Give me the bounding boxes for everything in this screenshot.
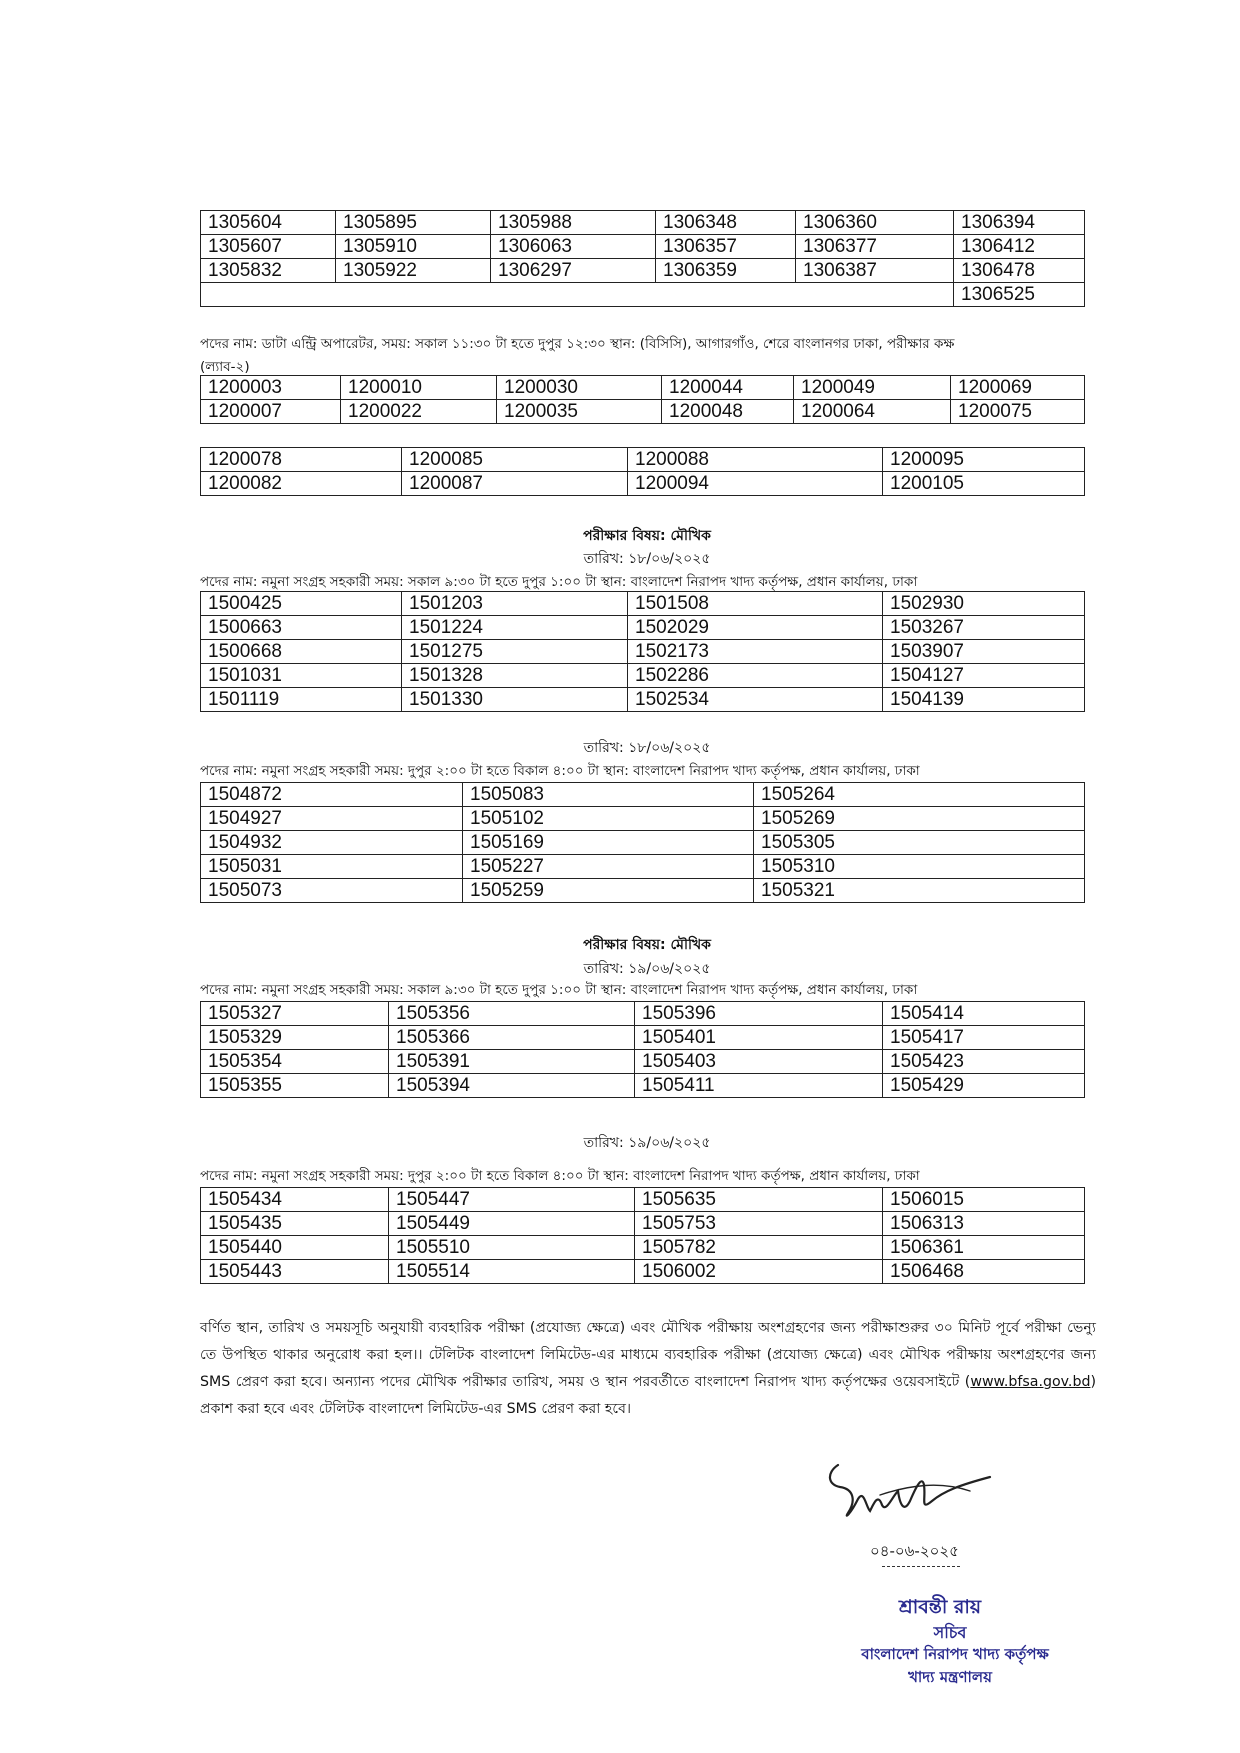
roll-number-cell: 1505447 bbox=[389, 1188, 635, 1212]
roll-number-cell: 1505510 bbox=[389, 1236, 635, 1260]
roll-number-cell: 1200069 bbox=[951, 376, 1085, 400]
roll-number-cell: 1306357 bbox=[656, 235, 796, 259]
table-row bbox=[201, 1002, 1085, 1026]
table-row bbox=[201, 448, 1085, 472]
roll-number-cell: 1306360 bbox=[796, 211, 954, 235]
table-row bbox=[201, 400, 1085, 424]
post-info-morning: পদের নাম: নমুনা সংগ্রহ সহকারী সময়: সকাল ৯:৩০ টা হতে দুপুর ১:০০ টা স্থান: বাংলাদেশ নিরাপদ খাদ্য কর্তৃপক্ষ, প্রধান কার্যালয়, ঢাকা bbox=[200, 982, 918, 998]
roll-table-6 bbox=[200, 1001, 1085, 1098]
roll-number-cell: 1506015 bbox=[883, 1188, 1085, 1212]
roll-table-5 bbox=[200, 782, 1085, 903]
roll-number-cell: 1305895 bbox=[336, 211, 491, 235]
roll-number-cell: 1501031 bbox=[201, 664, 402, 688]
roll-number-cell: 1501224 bbox=[402, 616, 628, 640]
roll-number-cell: 1501203 bbox=[402, 592, 628, 616]
roll-number-cell: 1505102 bbox=[463, 807, 754, 831]
roll-number-cell: 1505394 bbox=[389, 1074, 635, 1098]
roll-number-cell: 1306348 bbox=[656, 211, 796, 235]
roll-number-cell: 1505435 bbox=[201, 1212, 389, 1236]
roll-number-cell: 1506468 bbox=[883, 1260, 1085, 1284]
roll-number-cell: 1200030 bbox=[497, 376, 662, 400]
roll-number-cell: 1505169 bbox=[463, 831, 754, 855]
signatory-ministry: খাদ্য মন্ত্রণালয় bbox=[908, 1668, 992, 1686]
roll-number-cell: 1505434 bbox=[201, 1188, 389, 1212]
roll-number-cell: 1505259 bbox=[463, 879, 754, 903]
roll-number-cell: 1200048 bbox=[662, 400, 794, 424]
table-row bbox=[201, 259, 1085, 283]
roll-table-1 bbox=[200, 210, 1085, 307]
roll-number-cell: 1505396 bbox=[635, 1002, 883, 1026]
signatory-name: শ্রাবন্তী রায় bbox=[898, 1596, 982, 1618]
roll-number-cell: 1506002 bbox=[635, 1260, 883, 1284]
roll-table-3 bbox=[200, 447, 1085, 496]
roll-number-cell: 1505227 bbox=[463, 855, 754, 879]
roll-number-cell: 1502286 bbox=[628, 664, 883, 688]
roll-number-cell: 1505321 bbox=[754, 879, 1085, 903]
notice-paragraph: বর্ণিত স্থান, তারিখ ও সময়সূচি অনুযায়ী ব্যবহারিক পরীক্ষা (প্রযোজ্য ক্ষেত্রে) এবং মৌখিক পরীক্ষায় অংশগ্রহণের জন্য পরীক্ষাশুরুর ৩০ মিনিট পূর্বে পরীক্ষা ভেন্যু তে উপস্থিত থাকার অনুরোধ করা হল।। টেলিটক বাংলাদেশ লিমিটেড-এর মাধ্যমে ব্যবহারিক পরীক্ষা (প্রযোজ্য ক্ষেত্রে) এবং মৌখিক পরীক্ষায় অংশগ্রহণের জন্য SMS প্রেরণ করা হবে। অন্যান্য পদের মৌখিক পরীক্ষার তারিখ, সময় ও স্থান পরবর্তীতে বাংলাদেশ নিরাপদ খাদ্য কর্তৃপক্ষের ওয়েবসাইটে (www.bfsa.gov.bd) প্রকাশ করা হবে এবং টেলিটক বাংলাদেশ লিমিটেড-এর SMS প্রেরণ করা হবে। bbox=[200, 1320, 1097, 1417]
table-row bbox=[201, 879, 1085, 903]
signatory-designation: সচিব bbox=[933, 1623, 967, 1642]
table-row bbox=[201, 592, 1085, 616]
roll-number-cell: 1200064 bbox=[794, 400, 951, 424]
roll-number-cell: 1500668 bbox=[201, 640, 402, 664]
roll-number-cell: 1305604 bbox=[201, 211, 336, 235]
post-info-afternoon: পদের নাম: নমুনা সংগ্রহ সহকারী সময়: দুপুর ২:০০ টা হতে বিকাল ৪:০০ টা স্থান: বাংলাদেশ নিরাপদ খাদ্য কর্তৃপক্ষ, প্রধান কার্যালয়, ঢাকা bbox=[200, 763, 920, 779]
roll-number-cell: 1505782 bbox=[635, 1236, 883, 1260]
roll-number-cell: 1506313 bbox=[883, 1212, 1085, 1236]
roll-number-cell: 1505310 bbox=[754, 855, 1085, 879]
roll-number-cell: 1200105 bbox=[883, 472, 1085, 496]
roll-number-cell: 1200095 bbox=[883, 448, 1085, 472]
roll-number-cell: 1505031 bbox=[201, 855, 463, 879]
table-row bbox=[201, 1074, 1085, 1098]
roll-number-cell: 1200010 bbox=[341, 376, 497, 400]
table-row bbox=[201, 640, 1085, 664]
roll-number-cell: 1505440 bbox=[201, 1236, 389, 1260]
roll-number-cell: 1200003 bbox=[201, 376, 341, 400]
roll-number-cell: 1306377 bbox=[796, 235, 954, 259]
roll-number-cell: 1500425 bbox=[201, 592, 402, 616]
table-row bbox=[201, 783, 1085, 807]
roll-number-cell: 1502029 bbox=[628, 616, 883, 640]
roll-number-cell: 1200007 bbox=[201, 400, 341, 424]
exam-date: তারিখ: ১৮/০৬/২০২৫ bbox=[583, 740, 711, 756]
roll-number-cell: 1505366 bbox=[389, 1026, 635, 1050]
roll-number-cell: 1505391 bbox=[389, 1050, 635, 1074]
table-row bbox=[201, 1236, 1085, 1260]
exam-date: তারিখ: ১৯/০৬/২০২৫ bbox=[583, 961, 711, 977]
roll-number-cell: 1503907 bbox=[883, 640, 1085, 664]
table-row bbox=[201, 235, 1085, 259]
table-row bbox=[201, 616, 1085, 640]
roll-number-cell: 1306387 bbox=[796, 259, 954, 283]
roll-number-cell: 1504139 bbox=[883, 688, 1085, 712]
signature-date: ০৪-০৬-২০২৫ bbox=[870, 1542, 959, 1560]
roll-number-cell: 1305922 bbox=[336, 259, 491, 283]
roll-table-7 bbox=[200, 1187, 1085, 1284]
post-info-afternoon: পদের নাম: নমুনা সংগ্রহ সহকারী সময়: দুপুর ২:০০ টা হতে বিকাল ৪:০০ টা স্থান: বাংলাদেশ নিরাপদ খাদ্য কর্তৃপক্ষ, প্রধান কার্যালয়, ঢাকা bbox=[200, 1168, 920, 1184]
signatory-organization: বাংলাদেশ নিরাপদ খাদ্য কর্তৃপক্ষ bbox=[861, 1645, 1049, 1663]
roll-number-cell: 1200075 bbox=[951, 400, 1085, 424]
roll-number-cell: 1505327 bbox=[201, 1002, 389, 1026]
roll-number-cell: 1200022 bbox=[341, 400, 497, 424]
roll-number-cell: 1306359 bbox=[656, 259, 796, 283]
roll-number-cell: 1502173 bbox=[628, 640, 883, 664]
roll-number-cell: 1505305 bbox=[754, 831, 1085, 855]
roll-number-cell: 1200085 bbox=[402, 448, 628, 472]
roll-number-cell: 1505356 bbox=[389, 1002, 635, 1026]
post-info-data-entry: পদের নাম: ডাটা এন্ট্রি অপারেটর, সময়: সকাল ১১:৩০ টা হতে দুপুর ১২:৩০ স্থান: (বিসিসি), আগারগাঁও, শেরে বাংলানগর ঢাকা, পরীক্ষার কক্ষ bbox=[200, 336, 955, 352]
roll-number-cell: 1505269 bbox=[754, 807, 1085, 831]
roll-number-cell: 1200094 bbox=[628, 472, 883, 496]
roll-number-cell: 1504872 bbox=[201, 783, 463, 807]
roll-number-cell: 1306297 bbox=[491, 259, 656, 283]
roll-number-cell: 1200082 bbox=[201, 472, 402, 496]
roll-number-cell: 1505411 bbox=[635, 1074, 883, 1098]
roll-number-cell: 1505417 bbox=[883, 1026, 1085, 1050]
empty-merged-cell bbox=[201, 283, 954, 307]
table-row bbox=[201, 1260, 1085, 1284]
roll-number-cell: 1501330 bbox=[402, 688, 628, 712]
table-row bbox=[201, 376, 1085, 400]
roll-number-cell: 1501508 bbox=[628, 592, 883, 616]
table-row bbox=[201, 1050, 1085, 1074]
table-row bbox=[201, 472, 1085, 496]
roll-number-cell: 1306525 bbox=[954, 283, 1085, 307]
roll-number-cell: 1505449 bbox=[389, 1212, 635, 1236]
exam-date: তারিখ: ১৮/০৬/২০২৫ bbox=[583, 551, 711, 567]
exam-date: তারিখ: ১৯/০৬/২০২৫ bbox=[583, 1135, 711, 1151]
roll-number-cell: 1306478 bbox=[954, 259, 1085, 283]
roll-number-cell: 1501119 bbox=[201, 688, 402, 712]
roll-number-cell: 1505423 bbox=[883, 1050, 1085, 1074]
table-row bbox=[201, 1212, 1085, 1236]
roll-number-cell: 1505753 bbox=[635, 1212, 883, 1236]
roll-number-cell: 1505355 bbox=[201, 1074, 389, 1098]
roll-table-2 bbox=[200, 375, 1085, 424]
roll-number-cell: 1505401 bbox=[635, 1026, 883, 1050]
table-row bbox=[201, 1026, 1085, 1050]
roll-number-cell: 1305832 bbox=[201, 259, 336, 283]
roll-number-cell: 1306063 bbox=[491, 235, 656, 259]
exam-subject-heading: পরীক্ষার বিষয়: মৌখিক bbox=[583, 937, 711, 953]
roll-number-cell: 1502930 bbox=[883, 592, 1085, 616]
roll-number-cell: 1502534 bbox=[628, 688, 883, 712]
roll-number-cell: 1505083 bbox=[463, 783, 754, 807]
roll-number-cell: 1505414 bbox=[883, 1002, 1085, 1026]
roll-number-cell: 1504127 bbox=[883, 664, 1085, 688]
roll-number-cell: 1505264 bbox=[754, 783, 1085, 807]
roll-number-cell: 1200078 bbox=[201, 448, 402, 472]
exam-subject-heading: পরীক্ষার বিষয়: মৌখিক bbox=[583, 528, 711, 544]
table-row bbox=[201, 855, 1085, 879]
post-info-room: (ল্যাব-২) bbox=[200, 359, 250, 375]
roll-number-cell: 1505429 bbox=[883, 1074, 1085, 1098]
roll-number-cell: 1305607 bbox=[201, 235, 336, 259]
roll-table-4 bbox=[200, 591, 1085, 712]
roll-number-cell: 1306412 bbox=[954, 235, 1085, 259]
roll-number-cell: 1505354 bbox=[201, 1050, 389, 1074]
roll-number-cell: 1200035 bbox=[497, 400, 662, 424]
roll-number-cell: 1501328 bbox=[402, 664, 628, 688]
table-row bbox=[201, 831, 1085, 855]
website-link[interactable]: www.bfsa.gov.bd bbox=[970, 1374, 1091, 1390]
table-row bbox=[201, 1188, 1085, 1212]
table-row bbox=[201, 283, 1085, 307]
table-row bbox=[201, 211, 1085, 235]
roll-number-cell: 1504932 bbox=[201, 831, 463, 855]
table-row bbox=[201, 664, 1085, 688]
roll-number-cell: 1505403 bbox=[635, 1050, 883, 1074]
roll-number-cell: 1200088 bbox=[628, 448, 883, 472]
roll-number-cell: 1505073 bbox=[201, 879, 463, 903]
post-info-morning: পদের নাম: নমুনা সংগ্রহ সহকারী সময়: সকাল ৯:৩০ টা হতে দুপুর ১:০০ টা স্থান: বাংলাদেশ নিরাপদ খাদ্য কর্তৃপক্ষ, প্রধান কার্যালয়, ঢাকা bbox=[200, 574, 918, 590]
roll-number-cell: 1200049 bbox=[794, 376, 951, 400]
roll-number-cell: 1505635 bbox=[635, 1188, 883, 1212]
roll-number-cell: 1504927 bbox=[201, 807, 463, 831]
roll-number-cell: 1306394 bbox=[954, 211, 1085, 235]
roll-number-cell: 1305910 bbox=[336, 235, 491, 259]
roll-number-cell: 1200044 bbox=[662, 376, 794, 400]
roll-number-cell: 1505329 bbox=[201, 1026, 389, 1050]
roll-number-cell: 1200087 bbox=[402, 472, 628, 496]
handwritten-signature bbox=[820, 1455, 1020, 1535]
roll-number-cell: 1501275 bbox=[402, 640, 628, 664]
roll-number-cell: 1506361 bbox=[883, 1236, 1085, 1260]
roll-number-cell: 1505443 bbox=[201, 1260, 389, 1284]
roll-number-cell: 1305988 bbox=[491, 211, 656, 235]
signature-date-underline bbox=[882, 1566, 960, 1567]
roll-number-cell: 1500663 bbox=[201, 616, 402, 640]
table-row bbox=[201, 688, 1085, 712]
roll-number-cell: 1505514 bbox=[389, 1260, 635, 1284]
table-row bbox=[201, 807, 1085, 831]
roll-number-cell: 1503267 bbox=[883, 616, 1085, 640]
